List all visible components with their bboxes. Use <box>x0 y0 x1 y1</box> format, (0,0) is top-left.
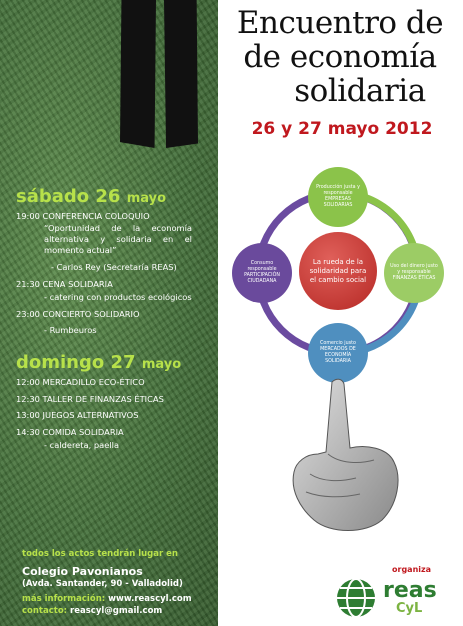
event-item: 23:00 CONCIERTO SOLIDARIO <box>16 309 140 319</box>
event-item: 14:30 COMIDA SOLIDARIA <box>16 427 124 437</box>
venue-name: Colegio Pavonianos <box>22 565 143 578</box>
info-line: más información: www.reascyl.com <box>22 594 192 604</box>
sunday-heading: domingo 27 mayo <box>16 352 182 373</box>
left-green-panel <box>0 0 218 626</box>
pointing-hand-image <box>270 378 410 534</box>
organiza-label: organiza <box>392 565 432 574</box>
cycle-center: La rueda de la solidaridad para el cambio social <box>299 232 377 310</box>
globe-icon <box>334 576 378 620</box>
event-detail: - Rumbeuros <box>44 325 97 335</box>
event-dates: 26 y 27 mayo 2012 <box>251 119 433 139</box>
roman-numeral-bar <box>120 0 156 148</box>
website-link[interactable]: www.reascyl.com <box>108 594 192 604</box>
cycle-node-commerce: Comercio justo MERCADOS DE ECONOMÍA SOLIDARIA <box>308 323 368 383</box>
cycle-node-production: Producción justa y responsable EMPRESAS SOLIDARIAS <box>308 167 368 227</box>
event-item: 19:00 CONFERENCIA COLOQUIO <box>16 211 150 221</box>
reas-logo-text: reas <box>383 578 437 603</box>
venue-address: (Avda. Santander, 90 - Valladolid) <box>22 579 183 589</box>
event-detail: - caldereta, paella <box>44 440 120 450</box>
event-item: 12:00 MERCADILLO ECO-ÉTICO <box>16 377 145 387</box>
event-detail: - catering con productos ecológicos <box>44 292 192 302</box>
cycle-node-consumption: Consumo responsable PARTICIPACIÓN CIUDADANA <box>232 243 292 303</box>
event-item: 13:00 JUEGOS ALTERNATIVOS <box>16 410 139 420</box>
saturday-heading: sábado 26 mayo <box>16 186 167 207</box>
event-detail: - Carlos Rey (Secretaría REAS) <box>51 262 177 272</box>
event-item: 21:30 CENA SOLIDARIA <box>16 279 113 289</box>
solidarity-cycle-diagram <box>226 163 450 391</box>
contact-line: contacto: reascyl@gmail.com <box>22 606 163 616</box>
page-title: Encuentro de de economía solidaria <box>236 5 444 109</box>
event-item: 12:30 TALLER DE FINANZAS ÉTICAS <box>16 394 164 404</box>
cycle-node-finance: Uso del dinero justo y responsable FINANZAS ÉTICAS <box>384 243 444 303</box>
roman-numeral-bar <box>164 0 198 148</box>
venue-note: todos los actos tendrán lugar en <box>22 549 178 559</box>
conference-quote: “Oportunidad de la economía alternativa y solidaria en el momento actual” <box>44 223 192 255</box>
email-link[interactable]: reascyl@gmail.com <box>70 606 163 616</box>
cyl-logo-text: CyL <box>396 601 423 616</box>
